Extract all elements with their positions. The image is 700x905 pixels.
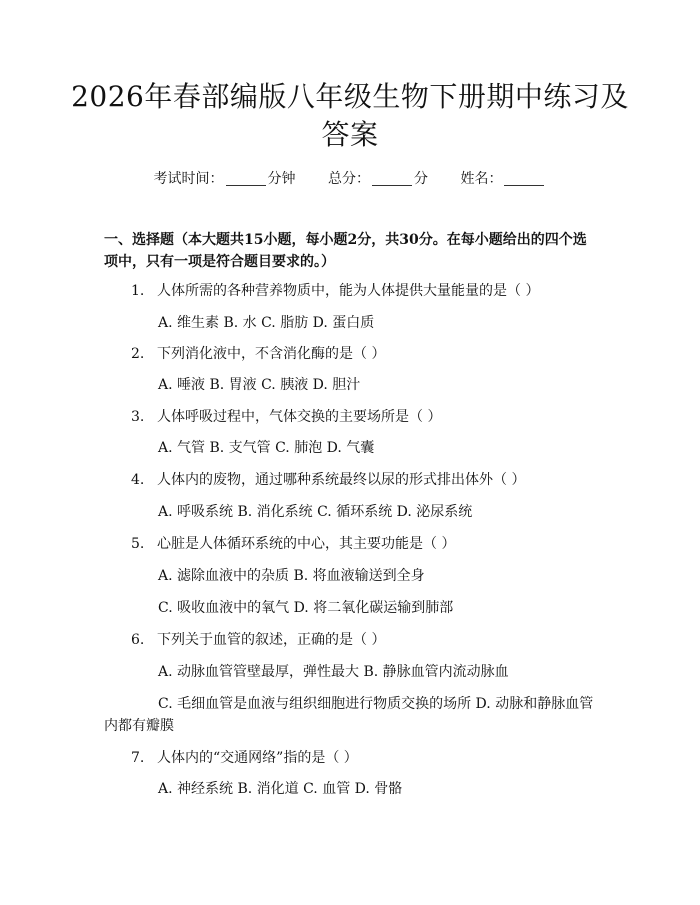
question [131,407,441,427]
question-number: 4. [131,472,145,488]
question-options: A. 神经系统 B. 消化道 C. 血管 D. 骨骼 [158,781,403,797]
question-options: A. 气管 B. 支气管 C. 肺泡 D. 气囊 [158,440,375,456]
question [131,534,455,554]
total-score-label: 总分： [328,171,370,187]
exam-time-label: 考试时间： [153,171,224,187]
question-options: C. 毛细血管是血液与组织细胞进行物质交换的场所 D. 动脉和静脉血管内都有瓣膜 [104,696,594,734]
question-number: 3. [131,409,145,425]
question-number: 2. [131,346,145,362]
question-text: 下列消化液中，不含消化酶的是（ ） [157,346,386,362]
exam-meta [0,169,700,189]
student-name-blank [504,171,544,186]
total-score [328,169,428,189]
question-number: 7. [131,750,145,766]
exam-time-unit: 分钟 [267,171,296,187]
question-text: 心脏是人体循环系统的中心，其主要功能是（ ） [157,536,456,552]
question-text: 人体内的“交通网络”指的是（ ） [157,750,358,766]
student-name-label: 姓名： [460,171,503,187]
question [131,630,385,650]
question-text: 人体呼吸过程中，气体交换的主要场所是（ ） [157,409,442,425]
section-heading: 一、选择题（本大题共15小题，每小题2分，共30分。在每小题给出的四个选项中，只有一项是符合题目要求的。） [104,232,587,270]
total-score-blank [372,171,412,186]
exam-time-blank [226,171,266,186]
page-title: 2026年春部编版八年级生物下册期中练习及答案 [71,80,629,151]
question-number: 1. [131,283,145,299]
question-options: A. 维生素 B. 水 C. 脂肪 D. 蛋白质 [158,315,375,331]
question-text: 人体所需的各种营养物质中，能为人体提供大量能量的是（ ） [157,283,540,299]
student-name [460,169,546,189]
question [131,344,385,364]
question-text: 人体内的废物，通过哪种系统最终以尿的形式排出体外（ ） [157,472,526,488]
question-number: 5. [131,536,145,552]
question-options: A. 呼吸系统 B. 消化系统 C. 循环系统 D. 泌尿系统 [158,504,473,520]
question-number: 6. [131,632,145,648]
question [131,470,525,490]
question-options: C. 吸收血液中的氧气 D. 将二氧化碳运输到肺部 [158,600,454,616]
question-options: A. 滤除血液中的杂质 B. 将血液输送到全身 [158,568,425,584]
question-options: A. 唾液 B. 胃液 C. 胰液 D. 胆汁 [158,377,361,393]
total-score-unit: 分 [414,171,428,187]
question-text: 下列关于血管的叙述，正确的是（ ） [157,632,386,648]
question [131,748,358,768]
exam-time [154,169,296,189]
question [131,281,539,301]
question-options: A. 动脉血管管壁最厚，弹性最大 B. 静脉血管内流动脉血 [158,664,509,680]
